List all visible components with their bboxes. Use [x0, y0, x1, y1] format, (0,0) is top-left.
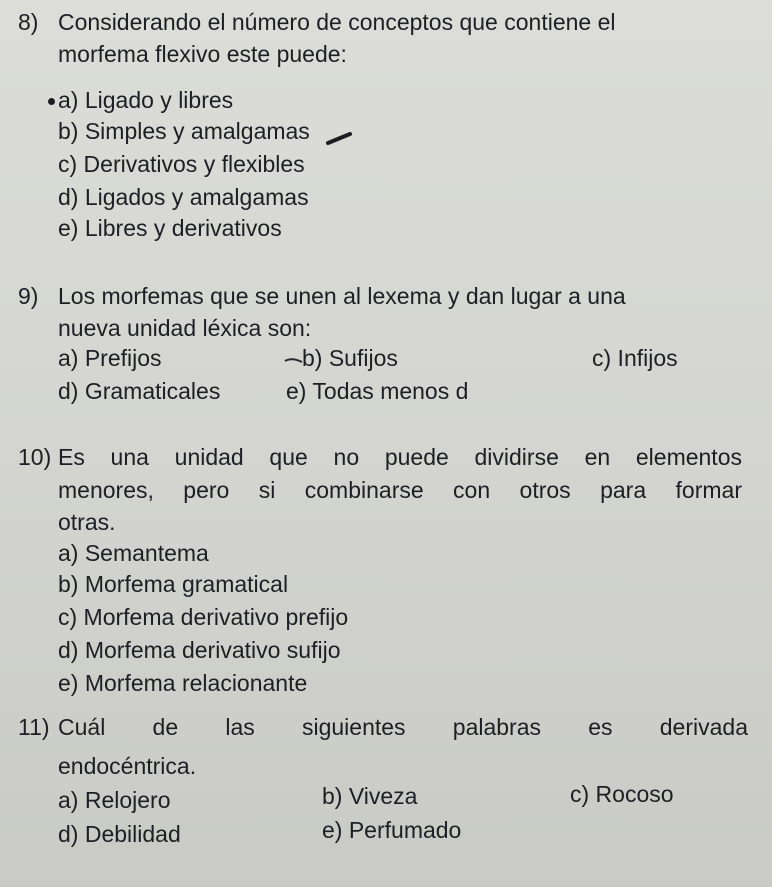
selected-answer-dot-mark: [48, 98, 55, 105]
question-10-text-line-2: menores, pero si combinarse con otros para formar: [58, 477, 742, 503]
question-11-option-c: c) Rocoso: [570, 781, 674, 807]
pen-arrow-mark: [284, 354, 304, 366]
question-9-number: 9): [18, 283, 39, 309]
question-9-option-a: a) Prefijos: [58, 345, 162, 371]
question-8-option-a: a) Ligado y libres: [58, 87, 234, 113]
question-11-number: 11): [18, 714, 50, 740]
question-10-option-b: b) Morfema gramatical: [58, 571, 289, 597]
question-9-text-line-1: Los morfemas que se unen al lexema y dan lugar a una: [58, 283, 626, 309]
question-8-option-b: b) Simples y amalgamas: [58, 118, 310, 144]
question-10-option-d: d) Morfema derivativo sufijo: [58, 637, 341, 663]
question-10-option-a: a) Semantema: [58, 540, 209, 566]
question-9-option-d: d) Gramaticales: [58, 378, 221, 404]
question-8-option-c: c) Derivativos y flexibles: [58, 151, 305, 177]
question-10-number: 10): [18, 444, 52, 470]
question-8-text-line-2: morfema flexivo este puede:: [58, 41, 347, 67]
question-8-option-e: e) Libres y derivativos: [58, 215, 282, 241]
question-10-option-c: c) Morfema derivativo prefijo: [58, 604, 349, 630]
question-10-text-line-3: otras.: [58, 509, 116, 535]
question-9-text-line-2: nueva unidad léxica son:: [58, 315, 312, 341]
question-11-option-d: d) Debilidad: [58, 821, 181, 847]
question-11-text-line-2: endocéntrica.: [58, 753, 197, 779]
question-9-option-e: e) Todas menos d: [286, 378, 469, 404]
question-11-option-e: e) Perfumado: [322, 817, 462, 843]
question-10-text-line-1: Es una unidad que no puede dividirse en elementos: [58, 444, 742, 470]
question-8-option-d: d) Ligados y amalgamas: [58, 184, 309, 210]
question-9-option-b: b) Sufijos: [302, 345, 398, 371]
question-11-option-b: b) Viveza: [322, 783, 418, 809]
question-8-text-line-1: Considerando el número de conceptos que contiene el: [58, 9, 616, 35]
question-10-option-e: e) Morfema relacionante: [58, 670, 308, 696]
question-8-number: 8): [18, 9, 39, 35]
question-11-text-line-1: Cuál de las siguientes palabras es derivada: [58, 714, 748, 740]
pen-stroke-mark: [326, 132, 352, 146]
question-9-option-c: c) Infijos: [592, 345, 678, 371]
question-11-option-a: a) Relojero: [58, 787, 171, 813]
